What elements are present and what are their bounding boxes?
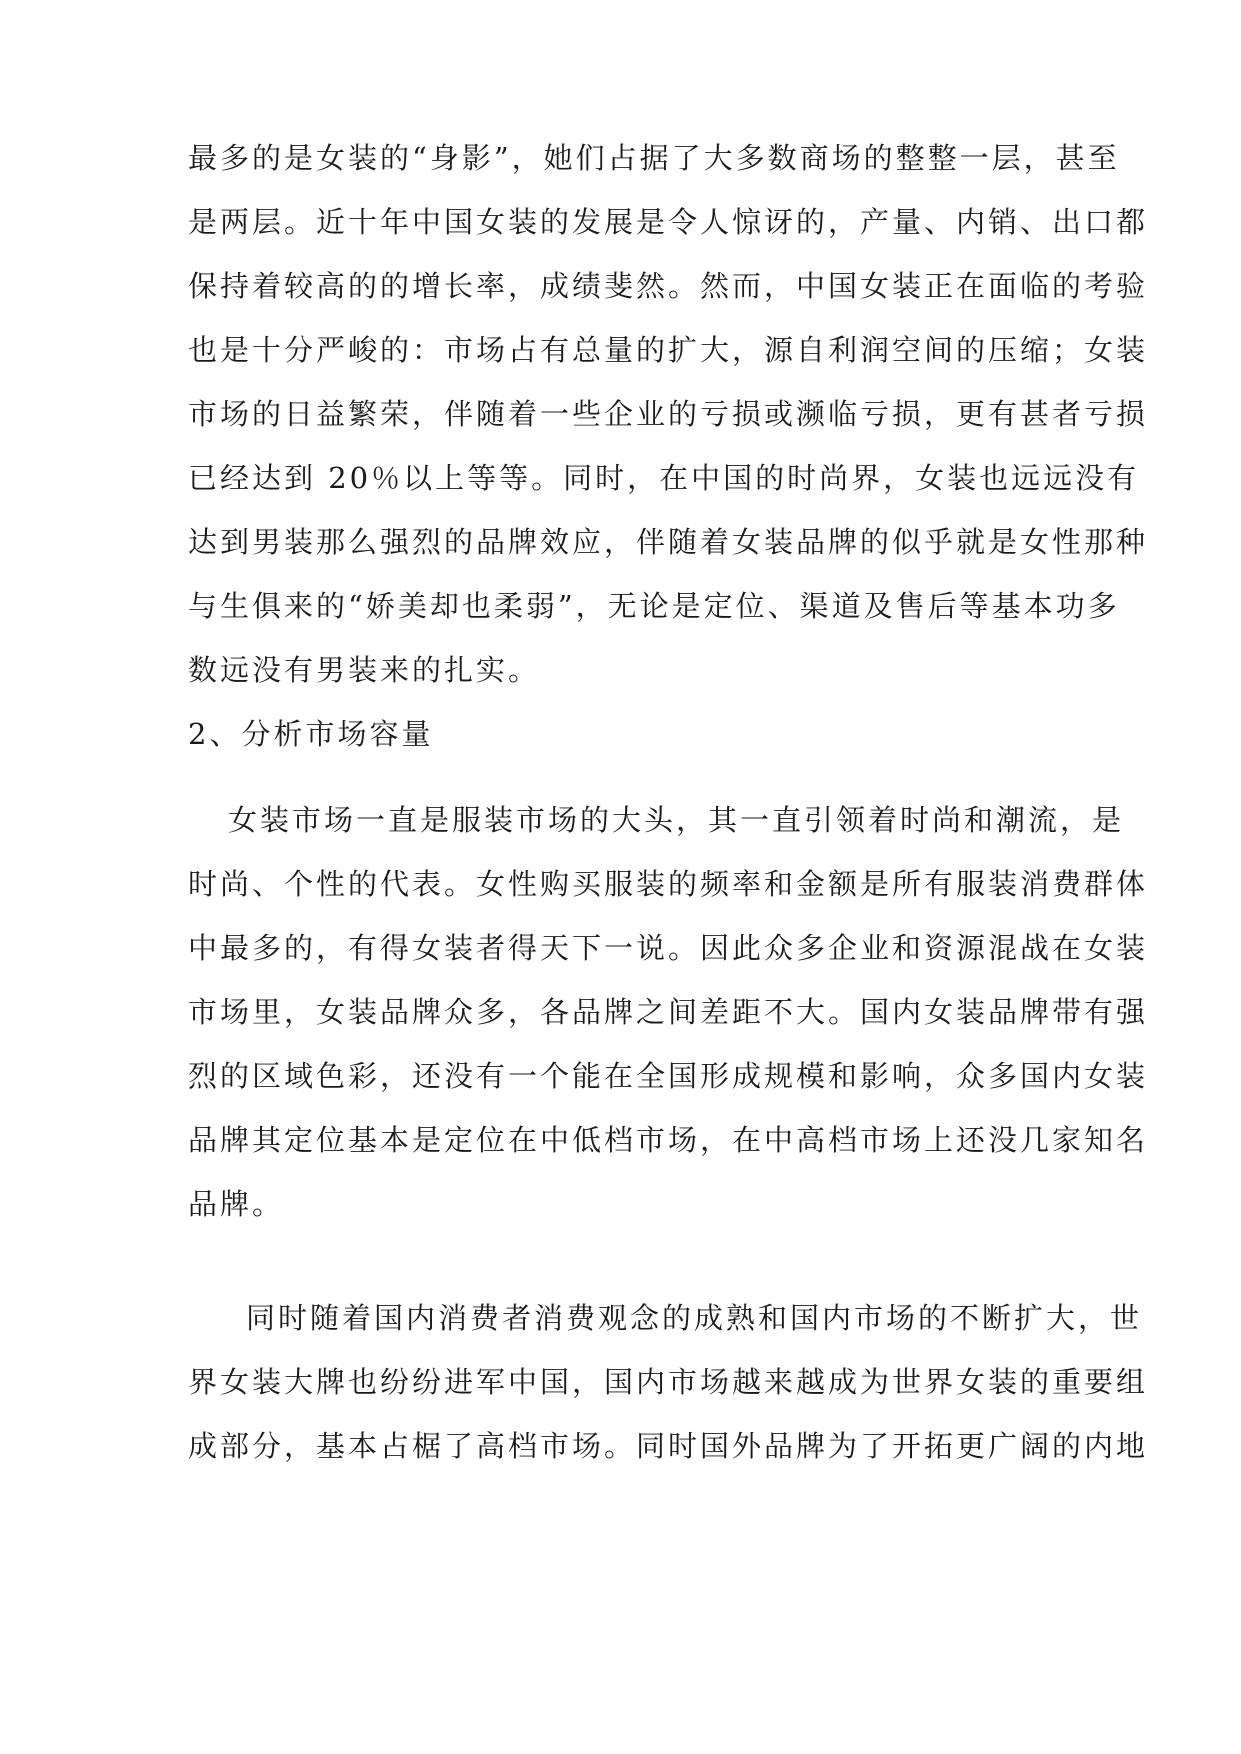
text-line: 保持着较高的的增长率，成绩斐然。然而，中国女装正在面临的考验 (188, 269, 1149, 303)
text-line: 品牌其定位基本是定位在中低档市场，在中高档市场上还没几家知名 (188, 1123, 1149, 1157)
text-line: 已经达到 20％以上等等。同时，在中国的时尚界，女装也远远没有 (188, 461, 1140, 495)
text-line: 同时随着国内消费者消费观念的成熟和国内市场的不断扩大，世 (246, 1301, 1143, 1335)
text-line: 最多的是女装的“身影”，她们占据了大多数商场的整整一层，甚至 (188, 141, 1120, 175)
text-line: 时尚、个性的代表。女性购买服装的频率和金额是所有服装消费群体 (188, 867, 1149, 901)
text-line: 女装市场一直是服装市场的大头，其一直引领着时尚和潮流，是 (228, 803, 1125, 837)
text-line: 烈的区域色彩，还没有一个能在全国形成规模和影响，众多国内女装 (188, 1059, 1149, 1093)
text-line: 中最多的，有得女装者得天下一说。因此众多企业和资源混战在女装 (188, 931, 1149, 965)
text-line: 与生俱来的“娇美却也柔弱”，无论是定位、渠道及售后等基本功多 (188, 589, 1120, 623)
text-line: 界女装大牌也纷纷进军中国，国内市场越来越成为世界女装的重要组 (188, 1365, 1149, 1399)
text-line: 品牌。 (188, 1187, 285, 1221)
text-line: 是两层。近十年中国女装的发展是令人惊讶的，产量、内销、出口都 (188, 205, 1149, 239)
text-line: 数远没有男装来的扎实。 (188, 653, 541, 687)
text-line: 达到男装那么强烈的品牌效应，伴随着女装品牌的似乎就是女性那种 (188, 525, 1149, 559)
section-heading: 2、分析市场容量 (188, 717, 434, 751)
text-line: 市场的日益繁荣，伴随着一些企业的亏损或濒临亏损，更有甚者亏损 (188, 397, 1149, 431)
text-line: 成部分，基本占椐了高档市场。同时国外品牌为了开拓更广阔的内地 (188, 1429, 1149, 1463)
text-line: 市场里，女装品牌众多，各品牌之间差距不大。国内女装品牌带有强 (188, 995, 1149, 1029)
text-line: 也是十分严峻的：市场占有总量的扩大，源自利润空间的压缩；女装 (188, 333, 1149, 367)
